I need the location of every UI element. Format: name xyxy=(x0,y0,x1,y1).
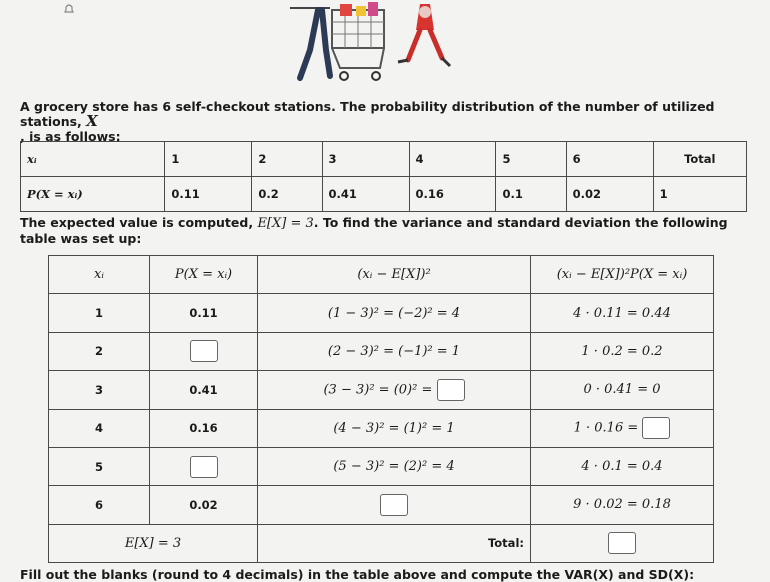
cell-prod: 0 · 0.41 = 0 xyxy=(531,371,714,409)
middle-text: The expected value is computed, E[X] = 3. To find the variance and standard deviation the following table was set up: xyxy=(20,215,728,246)
cell-sq xyxy=(258,486,531,524)
row-label-p: P(X = xᵢ) xyxy=(21,177,165,212)
total-label: Total: xyxy=(258,524,531,562)
blank-input-prod4[interactable] xyxy=(642,417,670,439)
table-total-row xyxy=(49,524,714,562)
dist-x-cell: 6 xyxy=(566,142,653,177)
shopping-cart-illustration xyxy=(270,0,470,92)
cell-prod: 4 · 0.1 = 0.4 xyxy=(531,447,714,485)
footer-instructions: Fill out the blanks (round to 4 decimals) in the table above and compute the VAR(X) and SD(X): xyxy=(20,567,695,582)
cell-sq: (2 − 3)² = (−1)² = 1 xyxy=(258,332,531,370)
dist-p-cell: 0.41 xyxy=(322,177,409,212)
table-row xyxy=(49,409,714,447)
table-row xyxy=(49,486,714,524)
cell-x: 5 xyxy=(49,447,150,485)
table-row xyxy=(21,142,747,177)
header-sq: (xᵢ − E[X])² xyxy=(258,256,531,294)
cell-sq: (3 − 3)² = (0)² = xyxy=(258,371,531,409)
variance-table xyxy=(48,255,714,563)
header-prod: (xᵢ − E[X])²P(X = xᵢ) xyxy=(531,256,714,294)
total-header: Total xyxy=(653,142,746,177)
row-label-x: xᵢ xyxy=(21,142,165,177)
dist-p-cell: 0.02 xyxy=(566,177,653,212)
dist-p-cell: 0.1 xyxy=(496,177,566,212)
bell-icon xyxy=(62,2,76,16)
total-value: 1 xyxy=(653,177,746,212)
dist-p-cell: 0.2 xyxy=(252,177,322,212)
dist-x-cell: 3 xyxy=(322,142,409,177)
table-row xyxy=(49,447,714,485)
cell-prod: 4 · 0.11 = 0.44 xyxy=(531,294,714,332)
dist-x-cell: 4 xyxy=(409,142,496,177)
dist-x-cell: 5 xyxy=(496,142,566,177)
cell-sq: (5 − 3)² = (2)² = 4 xyxy=(258,447,531,485)
cell-p xyxy=(150,332,258,370)
cell-p: 0.02 xyxy=(150,486,258,524)
dist-x-cell: 2 xyxy=(252,142,322,177)
table-header-row xyxy=(49,256,714,294)
blank-input-sq6[interactable] xyxy=(380,494,408,516)
dist-p-cell: 0.11 xyxy=(165,177,252,212)
cell-p: 0.41 xyxy=(150,371,258,409)
cell-p: 0.11 xyxy=(150,294,258,332)
table-row xyxy=(49,332,714,370)
dist-x-cell: 1 xyxy=(165,142,252,177)
cell-x: 3 xyxy=(49,371,150,409)
expected-value-label: E[X] = 3 xyxy=(49,524,258,562)
table-row xyxy=(21,177,747,212)
table-row xyxy=(49,294,714,332)
cell-sq: (4 − 3)² = (1)² = 1 xyxy=(258,409,531,447)
blank-input-p2[interactable] xyxy=(190,340,218,362)
total-cell xyxy=(531,524,714,562)
header-p: P(X = xᵢ) xyxy=(150,256,258,294)
cell-p: 0.16 xyxy=(150,409,258,447)
blank-input-total[interactable] xyxy=(608,532,636,554)
table-row xyxy=(49,371,714,409)
cell-prod: 1 · 0.2 = 0.2 xyxy=(531,332,714,370)
cell-sq: (1 − 3)² = (−2)² = 4 xyxy=(258,294,531,332)
cell-p xyxy=(150,447,258,485)
cell-prod: 1 · 0.16 = xyxy=(531,409,714,447)
blank-input-sq3[interactable] xyxy=(437,379,465,401)
header-x: xᵢ xyxy=(49,256,150,294)
cell-x: 4 xyxy=(49,409,150,447)
cell-x: 1 xyxy=(49,294,150,332)
cell-x: 6 xyxy=(49,486,150,524)
dist-p-cell: 0.16 xyxy=(409,177,496,212)
cell-x: 2 xyxy=(49,332,150,370)
distribution-table xyxy=(20,141,747,212)
blank-input-p5[interactable] xyxy=(190,456,218,478)
cell-prod: 9 · 0.02 = 0.18 xyxy=(531,486,714,524)
intro-text: A grocery store has 6 self-checkout stations. The probability distribution of the number of utilized stations, X , is as follows: xyxy=(20,99,715,144)
